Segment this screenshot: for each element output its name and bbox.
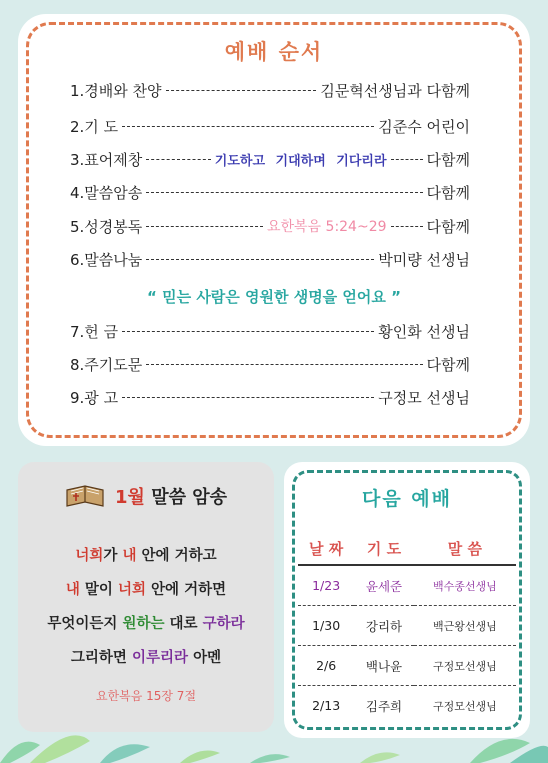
order-item — [70, 180, 470, 204]
cell-prayer: 백나윤 — [354, 646, 413, 686]
theme-quote: “ 믿는 사람은 영원한 생명을 얻어요 ” — [147, 288, 401, 306]
verse-segment: 대로 — [164, 616, 203, 632]
leader-dashes — [166, 90, 317, 91]
cell-date: 2/13 — [312, 698, 341, 713]
order-item-leader: 다함께 — [426, 355, 470, 374]
cell-sermon: 백수종선생님 — [414, 565, 516, 606]
memory-month: 1월 — [114, 487, 145, 508]
order-item-leader: 김준수 어린이 — [378, 117, 470, 136]
next-service-title: 다음 예배 — [361, 488, 453, 510]
leader-dashes — [122, 331, 374, 332]
order-item-name: 7.헌 금 — [70, 322, 119, 341]
leader-dashes — [391, 226, 423, 227]
next-service-table — [298, 532, 516, 725]
cell-date: 1/23 — [298, 565, 354, 606]
memory-verse-title — [115, 483, 227, 509]
memory-verse-header — [18, 482, 274, 510]
order-item-leader: 다함께 — [426, 183, 470, 202]
leader-dashes — [146, 192, 422, 193]
leader-dashes — [391, 159, 423, 160]
order-item-leader: 박미량 선생님 — [378, 250, 470, 269]
verse-segment: 내 — [65, 582, 80, 598]
verse-segment: 너희 — [75, 548, 104, 564]
cell-prayer: 강리하 — [354, 606, 413, 646]
order-item-leader: 다함께 — [426, 150, 470, 169]
memory-verse-reference: 요한복음 15장 7절 — [95, 689, 197, 703]
order-item — [70, 214, 470, 238]
verse-segment: 내 — [122, 548, 137, 564]
memory-verse-line — [18, 612, 274, 633]
order-item-name: 8.주기도문 — [70, 355, 143, 374]
order-item — [70, 352, 470, 376]
leader-dashes — [122, 126, 374, 127]
order-item — [70, 147, 470, 171]
order-item-name: 9.광 고 — [70, 388, 119, 407]
verse-segment: 구하라 — [202, 616, 245, 632]
memory-title-text: 말씀 암송 — [151, 487, 228, 508]
order-item — [70, 114, 470, 138]
verse-segment: 안에 거하면 — [146, 582, 227, 598]
order-item-leader: 김문혁선생님과 다함께 — [320, 81, 470, 100]
order-item — [70, 319, 470, 343]
memory-verse-line — [18, 646, 274, 667]
table-row — [298, 565, 516, 606]
table-header-row — [298, 532, 516, 565]
cell-sermon: 백근왕선생님 — [414, 606, 516, 646]
order-item — [70, 78, 470, 102]
verse-segment: 너희 — [117, 582, 146, 598]
verse-segment: 무엇이든지 — [47, 616, 123, 632]
order-item-detail: 요한복음 5:24~29 — [266, 219, 387, 235]
leader-dashes — [146, 259, 374, 260]
verse-segment: 이루리라 — [131, 650, 189, 666]
table-row — [298, 686, 516, 726]
order-item-name: 1.경배와 찬양 — [70, 81, 162, 100]
leader-dashes — [146, 159, 210, 160]
memory-verse-line — [18, 578, 274, 599]
order-item-name: 2.기 도 — [70, 117, 119, 136]
order-item — [70, 385, 470, 409]
next-service-card — [284, 462, 530, 738]
verse-segment: 안에 거하고 — [136, 548, 217, 564]
worship-order-card — [18, 14, 530, 446]
cell-prayer: 김주희 — [365, 698, 403, 714]
worship-order-title: 예배 순서 — [224, 40, 324, 64]
cell-date: 2/6 — [298, 646, 354, 686]
col-header-date: 날 짜 — [298, 532, 354, 565]
memory-verse-line — [18, 544, 274, 565]
verse-segment: 그리하면 — [70, 650, 132, 666]
col-header-sermon: 말 씀 — [414, 532, 516, 565]
leader-dashes — [122, 397, 374, 398]
verse-segment: 아멘 — [188, 650, 222, 666]
order-item-name: 4.말씀암송 — [70, 183, 143, 202]
table-row — [298, 606, 516, 646]
order-item-leader: 황인화 선생님 — [378, 322, 470, 341]
cell-sermon: 구정모선생님 — [432, 699, 497, 713]
verse-segment: 원하는 — [122, 616, 165, 632]
leaf-decoration — [0, 723, 548, 763]
order-item-leader: 다함께 — [426, 217, 470, 236]
verse-segment: 가 — [103, 548, 123, 564]
order-item-detail: 기도하고 기대하며 기다리라 — [214, 153, 387, 169]
order-item-name: 5.성경봉독 — [70, 217, 143, 236]
cell-sermon: 구정모선생님 — [414, 646, 516, 686]
col-header-prayer: 기 도 — [354, 532, 413, 565]
table-row — [298, 646, 516, 686]
order-item-leader: 구정모 선생님 — [378, 388, 470, 407]
bible-icon — [65, 482, 105, 510]
cell-date: 1/30 — [298, 606, 354, 646]
leader-dashes — [146, 364, 422, 365]
verse-segment: 말이 — [79, 582, 118, 598]
order-item-name: 3.표어제창 — [70, 150, 143, 169]
order-item-name: 6.말씀나눔 — [70, 250, 143, 269]
order-item — [70, 247, 470, 271]
memory-verse-card — [18, 462, 274, 732]
cell-prayer: 윤세준 — [354, 565, 413, 606]
leader-dashes — [146, 226, 263, 227]
